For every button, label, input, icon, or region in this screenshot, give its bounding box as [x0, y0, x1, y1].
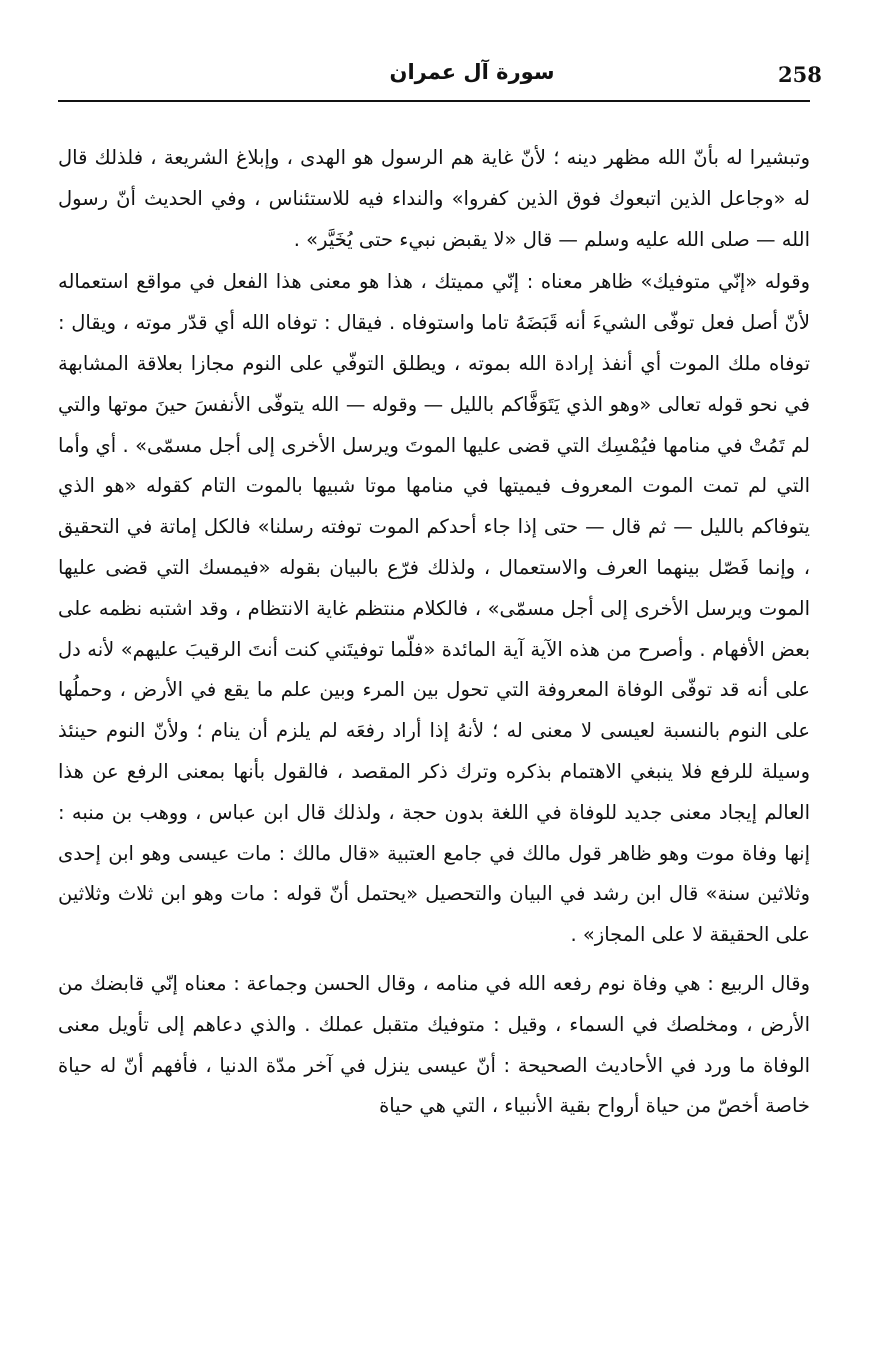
page-number: 258	[778, 62, 822, 87]
paragraph-2: وقوله «إنّي متوفيك» ظاهر معناه : إنّي مميتك ، هذا هو معنى هذا الفعل في مواقع استعماله لأنّ أصل فعل توفّى الشيءَ أنه قَبَضَهُ تاما واستوفاه . فيقال : توفاه الله أي قدّر موته ، ويقال : توفاه ملك الموت أي أنفذ إرادة الله بموته ، ويطلق التوفّي على النوم مجازا بعلاقة المشابهة في نحو قوله تعالى «وهو الذي يَتَوَفَّاكم بالليل — وقوله — الله يتوفّى الأنفسَ حينَ موتها والتي لم تَمُتْ في منامها فيُمْسِك التي قضى عليها الموتَ ويرسل الأخرى إلى أجل مسمّى» . أي وأما التي لم تمت الموت المعروف فيميتها في منامها موتا شبيها بالموت التام كقوله «هو الذي يتوفاكم بالليل — ثم قال — حتى إذا جاء أحدكم الموت توفته رسلنا» فالكل إماتة في التحقيق ، وإنما فَصّل بينهما العرف والاستعمال ، ولذلك فرّع بالبيان بقوله «فيمسك التي قضى عليها الموت ويرسل الأخرى إلى أجل مسمّى» ، فالكلام منتظم غاية الانتظام ، وقد اشتبه نظمه على بعض الأفهام . وأصرح من هذه الآية آية المائدة «فلّما توفيتَني كنت أنتَ الرقيبَ عليهم» لأنه دل على أنه قد توفّى الوفاة المعروفة التي تحول بين المرء وبين علم ما يقع في الأرض ، وحملُها على النوم بالنسبة لعيسى لا معنى له ؛ لأنهُ إذا أراد رفعَه لم يلزم أن ينام ؛ ولأنّ النوم حينئذ وسيلة للرفع فلا ينبغي الاهتمام بذكره وترك ذكر المقصد ، فالقول بأنها بمعنى الرفع عن هذا العالم إيجاد معنى جديد للوفاة في اللغة بدون حجة ، ولذلك قال ابن عباس ، ووهب بن منبه : إنها وفاة موت وهو ظاهر قول مالك في جامع العتبية «قال مالك : مات عيسى وهو ابن إحدى وثلاثين سنة» قال ابن رشد في البيان والتحصيل «يحتمل أنّ قوله : مات وهو ابن ثلاث وثلاثين على الحقيقة لا على المجاز» .	[58, 270, 810, 947]
paragraph-1: وتبشيرا له بأنّ الله مظهر دينه ؛ لأنّ غاية هم الرسول هو الهدى ، وإبلاغ الشريعة ، فلذلك قال له «وجاعل الذين اتبعوك فوق الذين كفروا» والنداء فيه للاستئناس ، وفي الحديث أنّ رسول الله — صلى الله عليه وسلم — قال «لا يقبض نبيء حتى يُخَيَّر» .	[58, 146, 810, 251]
header-rule	[58, 100, 810, 102]
body-text	[58, 138, 810, 1127]
page-header	[62, 58, 822, 98]
running-title: سورة آل عمران	[389, 60, 555, 84]
paragraph-3: وقال الربيع : هي وفاة نوم رفعه الله في منامه ، وقال الحسن وجماعة : معناه إنّي قابضك من الأرض ، ومخلصك في السماء ، وقيل : متوفيك متقبل عملك . والذي دعاهم إلى تأويل معنى الوفاة ما ورد في الأحاديث الصحيحة : أنّ عيسى ينزل في آخر مدّة الدنيا ، فأفهم أنّ له حياة خاصة أخصّ من حياة أرواح بقية الأنبياء ، التي هي حياة	[58, 971, 810, 1118]
